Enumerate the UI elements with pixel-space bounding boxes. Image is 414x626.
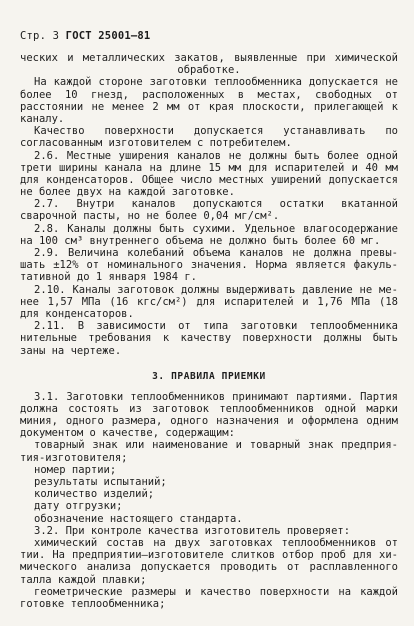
text-line: заны на чертеже. bbox=[20, 344, 122, 357]
text-line: готовке теплообменника; bbox=[20, 597, 166, 610]
list-item: тия-изготовителя; bbox=[20, 451, 128, 464]
text-line: 3.2. При контроле качества изготовитель проверяет: bbox=[34, 524, 351, 537]
page-header bbox=[20, 30, 150, 42]
text-line: сварочной пасты, но не более 0,04 мг/см². bbox=[20, 210, 280, 223]
list-item: дату отгрузки; bbox=[34, 500, 123, 513]
section-heading: 3. ПРАВИЛА ПРИЕМКИ bbox=[152, 370, 266, 382]
list-item: товарный знак или наименование и товарный знак предприя- bbox=[34, 439, 398, 452]
text-line: миния, одного размера, одного назначения и оформлена одним bbox=[20, 415, 398, 428]
text-line: согласованным изготовителем с потребителем. bbox=[20, 137, 292, 150]
text-line: нительные требования к качеству поверхности должны быть bbox=[20, 332, 398, 345]
text-line: на 100 см³ внутреннего объема не должно быть более 60 мг. bbox=[20, 234, 381, 247]
list-item: количество изделий; bbox=[34, 488, 155, 501]
text-line: 3.1. Заготовки теплообменников принимают партиями. Партия bbox=[34, 390, 398, 403]
text-line: должна состоять из заготовок теплообменников одной марки bbox=[20, 402, 398, 415]
text-line: расстоянии не менее 2 мм от края плоскости, прилегающей к bbox=[20, 100, 398, 113]
list-item: результаты испытаний; bbox=[34, 476, 167, 488]
text-line: не более двух на каждой заготовке. bbox=[20, 186, 235, 199]
text-line: документом о качестве, содержащим: bbox=[20, 427, 235, 440]
text-line: 2.8. Каналы должны быть сухими. Удельное влагосодержание bbox=[34, 222, 398, 235]
text-line: трети ширины канала на длине 15 мм для испарителей и 40 мм bbox=[20, 161, 398, 174]
text-line: 2.11. В зависимости от типа заготовки теплообменника bbox=[34, 320, 398, 333]
text-line: 2.9. Величина колебаний объема каналов не должна превы- bbox=[34, 247, 398, 259]
text-line: талла каждой плавки; bbox=[20, 573, 147, 586]
text-line: шать ±12% от номинального значения. Норма является факуль- bbox=[20, 259, 398, 272]
text-line: более 10 гнезд, расположенных в местах, свободных от bbox=[20, 88, 398, 101]
document-body bbox=[20, 52, 398, 610]
text-line: каналу. bbox=[20, 112, 65, 125]
text-line: тии. На предприятии—изготовителе слитков отбор проб для хи- bbox=[20, 549, 398, 562]
text-line: ческих и металлических закатов, выявленные при химической bbox=[20, 52, 398, 64]
text-line: химический состав на двух заготовках теплообменников от bbox=[34, 536, 398, 549]
standard-number: ГОСТ 25001—81 bbox=[65, 30, 151, 42]
text-line: 2.10. Каналы заготовок должны выдерживать давление не ме- bbox=[34, 283, 398, 296]
text-line: обработке. bbox=[177, 64, 241, 77]
text-line: 2.6. Местные уширения каналов не должны быть более одной bbox=[34, 149, 398, 162]
text-line: мического анализа допускается проводить от расплавленного bbox=[20, 561, 398, 574]
text-line: для конденсаторов. bbox=[20, 307, 134, 320]
text-line: 2.7. Внутри каналов допускаются остатки вкатанной bbox=[34, 198, 398, 211]
page-number: Стр. 3 bbox=[20, 30, 60, 42]
list-item: номер партии; bbox=[34, 463, 117, 476]
text-line: геометрические размеры и качество поверхности на каждой bbox=[34, 585, 398, 598]
text-line: На каждой стороне заготовки теплообменника допускается не bbox=[34, 76, 398, 89]
text-line: тативной до 1 января 1984 г. bbox=[20, 271, 198, 284]
text-line: нее 1,57 МПа (16 кгс/см²) для испарителей и 1,76 МПа (18 bbox=[20, 295, 398, 308]
list-item: обозначение настоящего стандарта. bbox=[34, 512, 243, 525]
text-line: Качество поверхности допускается устанавливать по bbox=[34, 125, 398, 138]
text-line: для конденсаторов. Общее число местных уширений допускается bbox=[20, 173, 398, 186]
